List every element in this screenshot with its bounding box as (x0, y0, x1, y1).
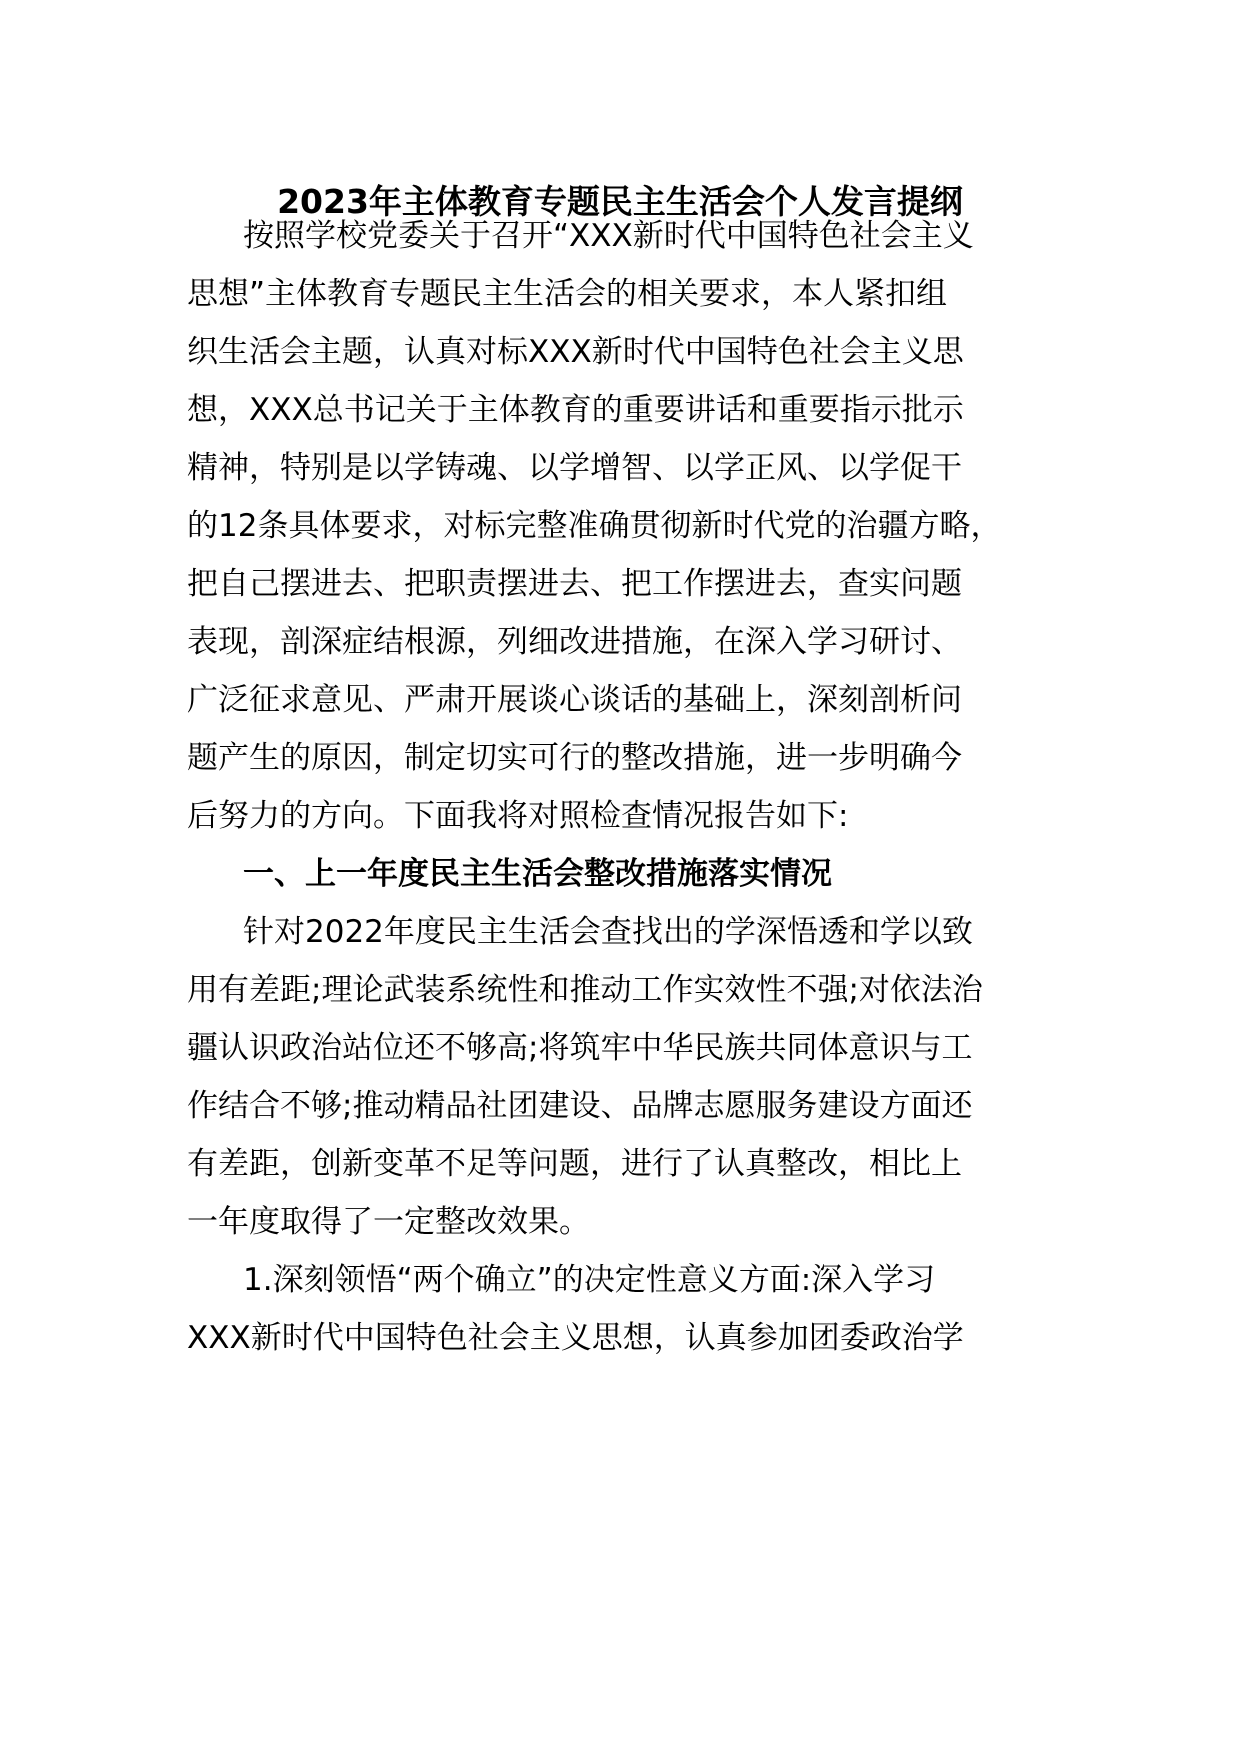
paragraph-1-line-11: 后努力的方向。下面我将对照检查情况报告如下: (187, 798, 849, 834)
paragraph-1-line-9: 广泛征求意见、严肃开展谈心谈话的基础上，深刻剖析问 (187, 682, 962, 718)
paragraph-2-line-4: 作结合不够;推动精品社团建设、品牌志愿服务建设方面还 (187, 1088, 973, 1124)
paragraph-2-line-3: 疆认识政治站位还不够高;将筑牢中华民族共同体意识与工 (187, 1030, 973, 1066)
paragraph-1-line-7: 把自己摆进去、把职责摆进去、把工作摆进去，查实问题 (187, 566, 962, 602)
paragraph-3-line-2: XXX新时代中国特色社会主义思想，认真参加团委政治学 (187, 1320, 964, 1356)
paragraph-1-line-8: 表现，剖深症结根源，列细改进措施，在深入学习研讨、 (187, 624, 962, 660)
paragraph-1-line-3: 织生活会主题，认真对标XXX新时代中国特色社会主义思 (187, 334, 964, 370)
paragraph-1-line-6: 的12条具体要求，对标完整准确贯彻新时代党的治疆方略， (187, 508, 1002, 544)
paragraph-3-line-1: 1.深刻领悟“两个确立”的决定性意义方面:深入学习 (243, 1262, 936, 1298)
document-title: 2023年主体教育专题民主生活会个人发言提纲 (277, 182, 963, 221)
paragraph-1-line-4: 想，XXX总书记关于主体教育的重要讲话和重要指示批示 (187, 392, 964, 428)
paragraph-1-line-1: 按照学校党委关于召开“XXX新时代中国特色社会主义 (243, 218, 974, 254)
paragraph-2-line-6: 一年度取得了一定整改效果。 (187, 1204, 590, 1240)
section-1-heading: 一、上一年度民主生活会整改措施落实情况 (243, 856, 832, 892)
paragraph-1-line-10: 题产生的原因，制定切实可行的整改措施，进一步明确今 (187, 740, 962, 776)
paragraph-2-line-1: 针对2022年度民主生活会查找出的学深悟透和学以致 (243, 914, 973, 950)
paragraph-1-line-5: 精神，特别是以学铸魂、以学增智、以学正风、以学促干 (187, 450, 962, 486)
paragraph-1-line-2: 思想”主体教育专题民主生活会的相关要求，本人紧扣组 (187, 276, 948, 312)
paragraph-2-line-2: 用有差距;理论武装系统性和推动工作实效性不强;对依法治 (187, 972, 983, 1008)
paragraph-2-line-5: 有差距，创新变革不足等问题，进行了认真整改，相比上 (187, 1146, 962, 1182)
